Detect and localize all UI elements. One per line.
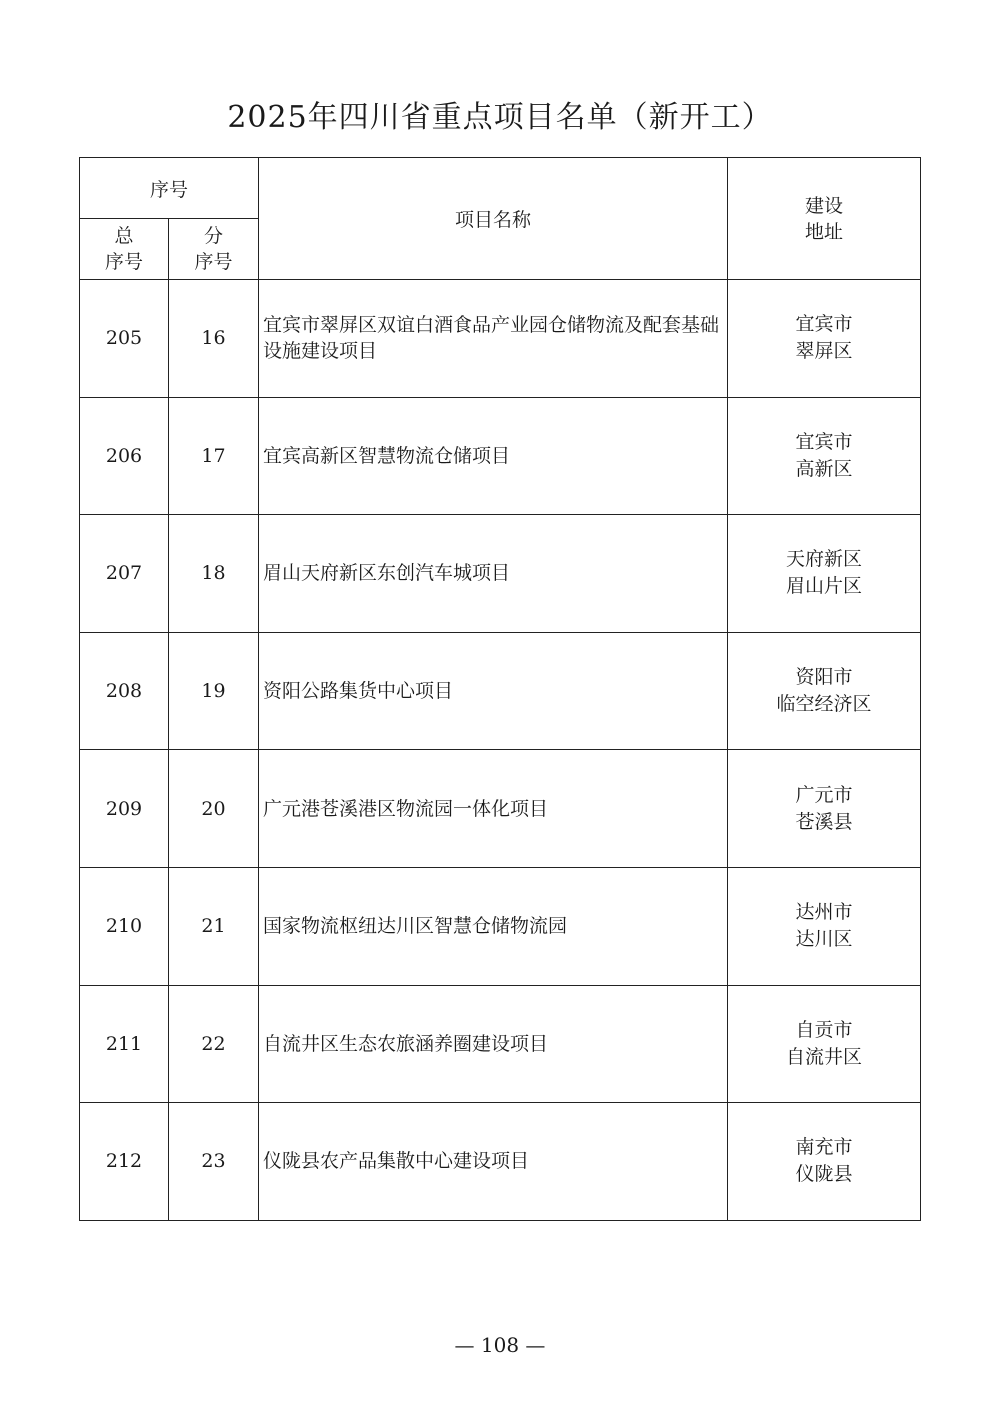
- project-name-cell: 眉山天府新区东创汽车城项目: [259, 515, 728, 633]
- total-serial-cell: 205: [80, 280, 169, 398]
- location-cell: [728, 1103, 921, 1221]
- sub-serial-cell: 19: [169, 632, 259, 750]
- total-serial-cell: 208: [80, 632, 169, 750]
- project-name-cell: 仪陇县农产品集散中心建设项目: [259, 1103, 728, 1221]
- location-line2: 自流井区: [786, 1045, 863, 1068]
- table-row: [80, 280, 921, 398]
- total-serial-cell: 206: [80, 397, 169, 515]
- table-row: [80, 750, 921, 868]
- total-serial-header-line1: 总: [114, 225, 134, 247]
- location-line2: 翠屏区: [795, 340, 853, 363]
- location-line1: 宜宾市: [795, 430, 853, 453]
- project-name-cell: 资阳公路集货中心项目: [259, 632, 728, 750]
- location-line2: 临空经济区: [776, 693, 872, 716]
- location-cell: [728, 750, 921, 868]
- location-cell: [728, 985, 921, 1103]
- location-cell: [728, 397, 921, 515]
- total-serial-header: [80, 219, 169, 280]
- location-cell: [728, 280, 921, 398]
- location-cell: [728, 867, 921, 985]
- sub-serial-header: [169, 219, 259, 280]
- table-row: [80, 515, 921, 633]
- location-header: [728, 158, 921, 280]
- sub-serial-cell: 17: [169, 397, 259, 515]
- sub-serial-cell: 20: [169, 750, 259, 868]
- project-name-cell: 自流井区生态农旅涵养圈建设项目: [259, 985, 728, 1103]
- sub-serial-cell: 16: [169, 280, 259, 398]
- location-cell: [728, 632, 921, 750]
- sub-serial-cell: 23: [169, 1103, 259, 1221]
- location-line1: 自贡市: [795, 1018, 853, 1041]
- total-serial-cell: 209: [80, 750, 169, 868]
- serial-group-header: 序号: [80, 158, 259, 219]
- total-serial-cell: 207: [80, 515, 169, 633]
- table-header-row: [80, 158, 921, 219]
- location-line1: 宜宾市: [795, 313, 853, 336]
- project-name-cell: 广元港苍溪港区物流园一体化项目: [259, 750, 728, 868]
- page-number: — 108 —: [454, 1333, 546, 1357]
- sub-serial-cell: 18: [169, 515, 259, 633]
- total-serial-cell: 210: [80, 867, 169, 985]
- location-line1: 资阳市: [795, 666, 853, 689]
- location-line2: 仪陇县: [795, 1163, 853, 1186]
- table-row: [80, 397, 921, 515]
- sub-serial-cell: 22: [169, 985, 259, 1103]
- project-name-cell: 国家物流枢纽达川区智慧仓储物流园: [259, 867, 728, 985]
- page-title: 2025年四川省重点项目名单（新开工）: [227, 100, 773, 135]
- location-line1: 南充市: [795, 1136, 853, 1159]
- project-table: [79, 157, 921, 1221]
- location-line1: 达州市: [795, 901, 853, 924]
- table-row: [80, 1103, 921, 1221]
- location-line2: 苍溪县: [795, 810, 853, 833]
- total-serial-cell: 211: [80, 985, 169, 1103]
- location-header-line2: 地址: [805, 220, 844, 243]
- location-line1: 天府新区: [786, 548, 863, 571]
- table-row: [80, 985, 921, 1103]
- location-line2: 高新区: [795, 457, 853, 480]
- project-name-cell: 宜宾高新区智慧物流仓储项目: [259, 397, 728, 515]
- sub-serial-header-line2: 序号: [194, 251, 233, 273]
- project-name-header: 项目名称: [259, 158, 728, 280]
- location-line2: 达川区: [795, 928, 853, 951]
- total-serial-header-line2: 序号: [104, 251, 143, 273]
- table-row: [80, 632, 921, 750]
- location-line2: 眉山片区: [786, 575, 863, 598]
- table-row: [80, 867, 921, 985]
- total-serial-cell: 212: [80, 1103, 169, 1221]
- project-name-cell: 宜宾市翠屏区双谊白酒食品产业园仓储物流及配套基础设施建设项目: [259, 280, 728, 398]
- location-line1: 广元市: [795, 783, 853, 806]
- location-header-line1: 建设: [805, 194, 844, 217]
- sub-serial-header-line1: 分: [204, 225, 224, 247]
- sub-serial-cell: 21: [169, 867, 259, 985]
- location-cell: [728, 515, 921, 633]
